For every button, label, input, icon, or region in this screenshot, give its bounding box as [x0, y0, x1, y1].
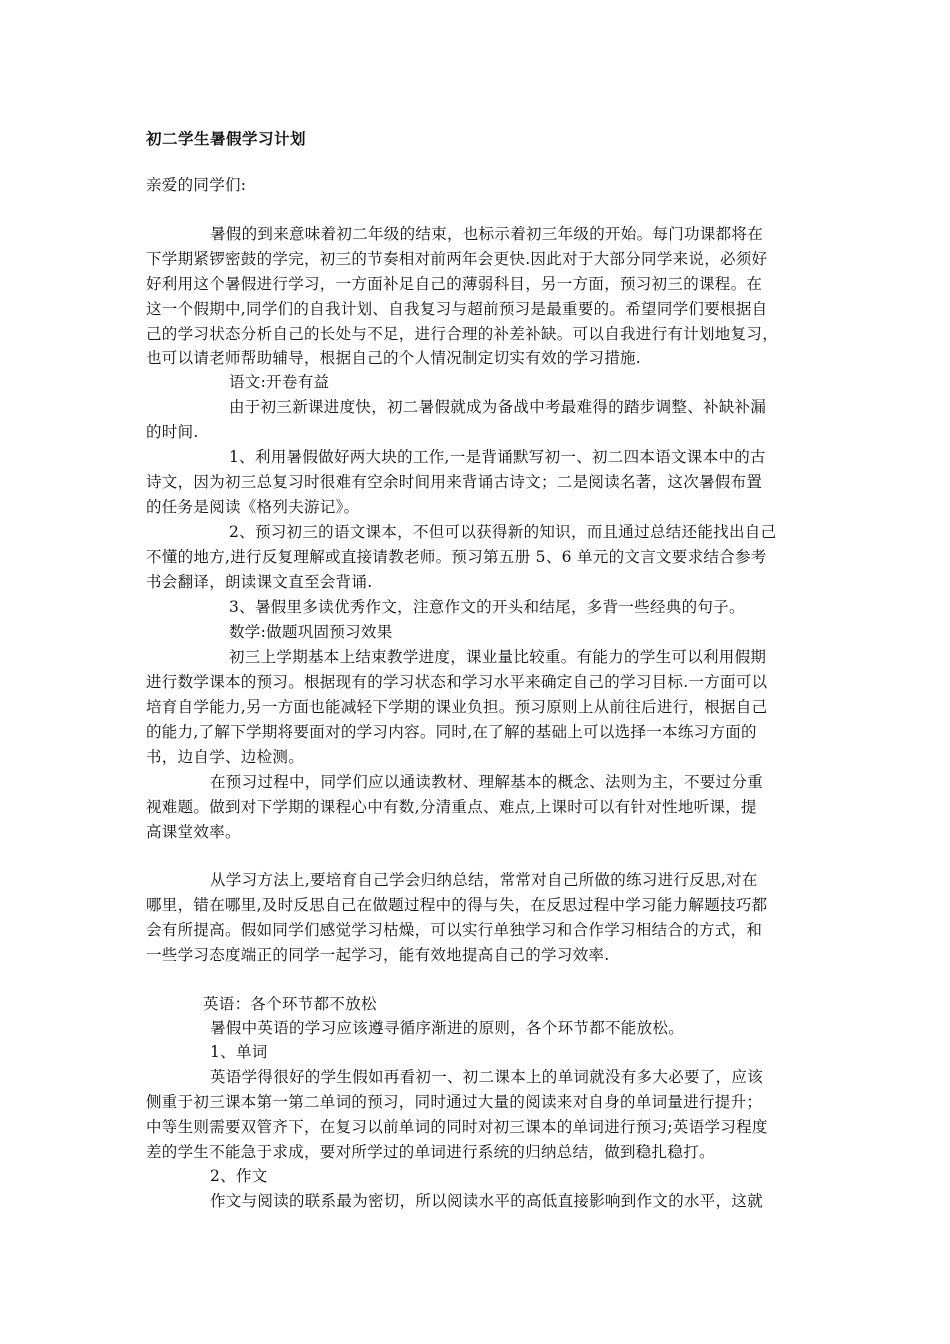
math-line: 高课堂效率。: [146, 823, 241, 841]
section-heading-chinese: 语文:开卷有益: [229, 373, 330, 391]
math-line: 的能力,了解下学期将要面对的学习内容。同时,在了解的基础上可以选择一本练习方面的: [146, 723, 757, 741]
english-subheading-vocab: 1、单词: [210, 1043, 268, 1061]
chinese-line: 不懂的地方,进行反复理解或直接请教老师。预习第五册 5、6 单元的文言文要求结合参考: [146, 548, 767, 566]
math-line: 初三上学期基本上结束教学进度，课业量比较重。有能力的学生可以利用假期: [229, 648, 767, 666]
greeting: 亲爱的同学们:: [146, 176, 247, 194]
math-line: 进行数学课本的预习。根据现有的学习状态和学习水平来确定自己的学习目标.一方面可以: [146, 673, 768, 691]
chinese-line: 的任务是阅读《格列夫游记》。: [146, 498, 360, 516]
english-line: 作文与阅读的联系最为密切，所以阅读水平的高低直接影响到作文的水平，这就: [210, 1192, 764, 1210]
intro-line: 这一个假期中,同学们的自我计划、自我复习与超前预习是最重要的。希望同学们要根据自: [146, 300, 768, 318]
english-subheading-writing: 2、作文: [210, 1167, 268, 1185]
chinese-line: 书会翻译，朗读课文直至会背诵.: [146, 573, 373, 591]
math-line: 在预习过程中，同学们应以通读教材、理解基本的概念、法则为主，不要过分重: [210, 773, 764, 791]
intro-line: 下学期紧锣密鼓的学完，初三的节奏相对前两年会更快.因此对于大部分同学来说，必须好: [146, 250, 768, 268]
chinese-line: 由于初三新课进度快，初二暑假就成为备战中考最难得的踏步调整、补缺补漏: [229, 398, 767, 416]
intro-line: 也可以请老师帮助辅导，根据自己的个人情况制定切实有效的学习措施.: [146, 349, 642, 367]
method-line: 会有所提高。假如同学们感觉学习枯燥，可以实行单独学习和合作学习相结合的方式，和: [146, 921, 763, 939]
math-line: 培育自学能力,另一方面也能减轻下学期的课业负担。预习原则上从前往后进行，根据自己: [146, 698, 768, 716]
method-line: 哪里，错在哪里,及时反思自己在做题过程中的得与失，在反思过程中学习能力解题技巧都: [146, 896, 768, 914]
english-line: 差的学生不能急于求成，要对所学过的单词进行系统的归纳总结，做到稳扎稳打。: [146, 1143, 715, 1161]
chinese-line: 3、暑假里多读优秀作文，注意作文的开头和结尾，多背一些经典的句子。: [229, 598, 745, 616]
intro-line: 好利用这个暑假进行学习，一方面补足自己的薄弱科目，另一方面，预习初三的课程。在: [146, 275, 763, 293]
document-title: 初二学生暑假学习计划: [146, 130, 307, 148]
chinese-line: 2、预习初三的语文课本，不但可以获得新的知识，而且通过总结还能找出自己: [229, 523, 777, 541]
english-line: 中等生则需要双管齐下，在复习以前单词的同时对初三课本的单词进行预习;英语学习程度: [146, 1118, 768, 1136]
math-line: 书，边自学、边检测。: [146, 748, 305, 766]
intro-line: 己的学习状态分析自己的长处与不足，进行合理的补差补缺。可以自我进行有计划地复习，: [146, 325, 779, 343]
math-line: 视难题。做到对下学期的课程心中有数,分清重点、难点,上课时可以有针对性地听课，提: [146, 798, 757, 816]
method-line: 从学习方法上,要培育自己学会归纳总结，常常对自己所做的练习进行反思,对在: [210, 871, 758, 889]
english-line: 英语学得很好的学生假如再看初一、初二课本上的单词就没有多大必要了，应该: [210, 1068, 764, 1086]
chinese-line: 1、利用暑假做好两大块的工作,一是背诵默写初一、初二四本语文课本中的古: [229, 448, 766, 466]
intro-line: 暑假的到来意味着初二年级的结束，也标示着初三年级的开始。每门功课都将在: [210, 225, 764, 243]
section-heading-english: 英语：各个环节都不放松: [203, 995, 377, 1013]
chinese-line: 诗文，因为初三总复习时很难有空余时间用来背诵古诗文；二是阅读名著，这次暑假布置: [146, 473, 763, 491]
english-line: 暑假中英语的学习应该遵寻循序渐进的原则，各个环节都不能放松。: [210, 1019, 685, 1037]
section-heading-math: 数学:做题巩固预习效果: [229, 623, 393, 641]
english-line: 侧重于初三课本第一第二单词的预习，同时通过大量的阅读来对自身的单词量进行提升；: [146, 1093, 763, 1111]
chinese-line: 的时间.: [146, 423, 199, 441]
method-line: 一些学习态度端正的同学一起学习，能有效地提高自己的学习效率.: [146, 946, 610, 964]
